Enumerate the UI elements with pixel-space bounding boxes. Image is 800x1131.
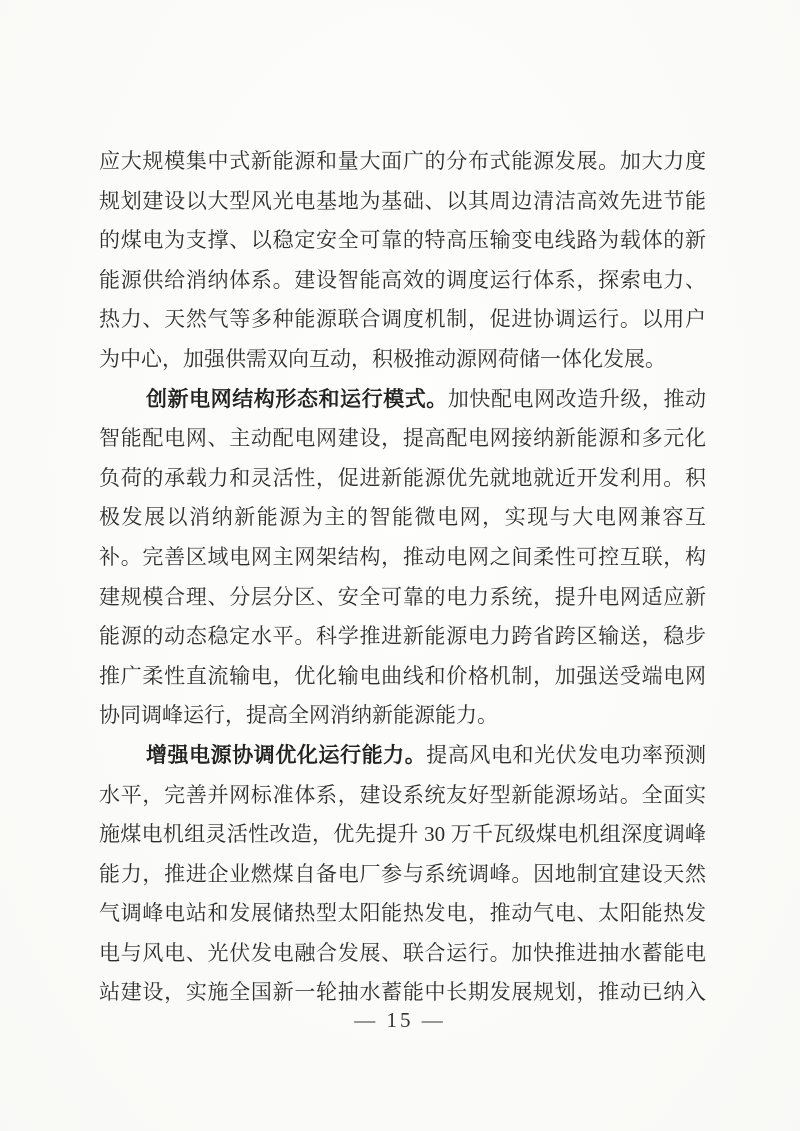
text-line [99,380,706,420]
paragraph-power-coordination [99,736,706,1013]
text-line: 站建设，实施全国新一轮抽水蓄能中长期发展规划，推动已纳入 [99,980,706,1005]
text-line: 施煤电机组灵活性改造，优先提升 30 万千瓦级煤电机组深度调峰 [99,822,706,847]
text-line [99,736,706,776]
text-line: 为中心，加强供需双向互动，积极推动源网荷储一体化发展。 [99,346,666,371]
text-segment: 提高风电和光伏发电功率预测 [426,742,706,767]
text-line: 能力，推进企业燃煤自备电厂参与系统调峰。因地制宜建设天然 [99,861,706,886]
text-line: 的煤电为支撑、以稳定安全可靠的特高压输变电线路为载体的新 [99,228,706,253]
page-number: — 15 — [354,1008,446,1032]
paragraph-lead-bold: 创新电网结构形态和运行模式。 [146,386,448,411]
text-line: 智能配电网、主动配电网建设，提高配电网接纳新能源和多元化 [99,426,706,451]
text-line: 补。完善区域电网主网架结构，推动电网之间柔性可控互联，构 [99,544,706,569]
text-line: 建规模合理、分层分区、安全可靠的电力系统，提升电网适应新 [99,584,706,609]
paragraph-energy-system [99,142,706,380]
text-line: 水平，完善并网标准体系，建设系统友好型新能源场站。全面实 [99,782,706,807]
text-line: 应大规模集中式新能源和量大面广的分布式能源发展。加大力度 [99,149,706,173]
text-line: 推广柔性直流输电，优化输电曲线和价格机制，加强送受端电网 [99,663,706,688]
text-line: 电与风电、光伏发电融合发展、联合运行。加快推进抽水蓄能电 [99,940,706,965]
document-body [99,142,706,1013]
text-line: 规划建设以大型风光电基地为基础、以其周边清洁高效先进节能 [99,188,706,213]
paragraph-lead-bold: 增强电源协调优化运行能力。 [146,742,427,767]
text-line: 极发展以消纳新能源为主的智能微电网，实现与大电网兼容互 [99,505,706,530]
paragraph-grid-structure [99,380,706,736]
text-line: 能源的动态稳定水平。科学推进新能源电力跨省跨区输送，稳步 [99,624,706,649]
text-segment: 加快配电网改造升级，推动 [447,386,706,411]
text-line: 协同调峰运行，提高全网消纳新能源能力。 [99,703,498,728]
text-line: 热力、天然气等多种能源联合调度机制，促进协调运行。以用户 [99,307,706,332]
text-line: 能源供给消纳体系。建设智能高效的调度运行体系，探索电力、 [99,267,706,292]
text-line: 气调峰电站和发展储热型太阳能热发电，推动气电、太阳能热发 [99,901,706,926]
text-line: 负荷的承载力和灵活性，促进新能源优先就地就近开发利用。积 [99,465,706,490]
